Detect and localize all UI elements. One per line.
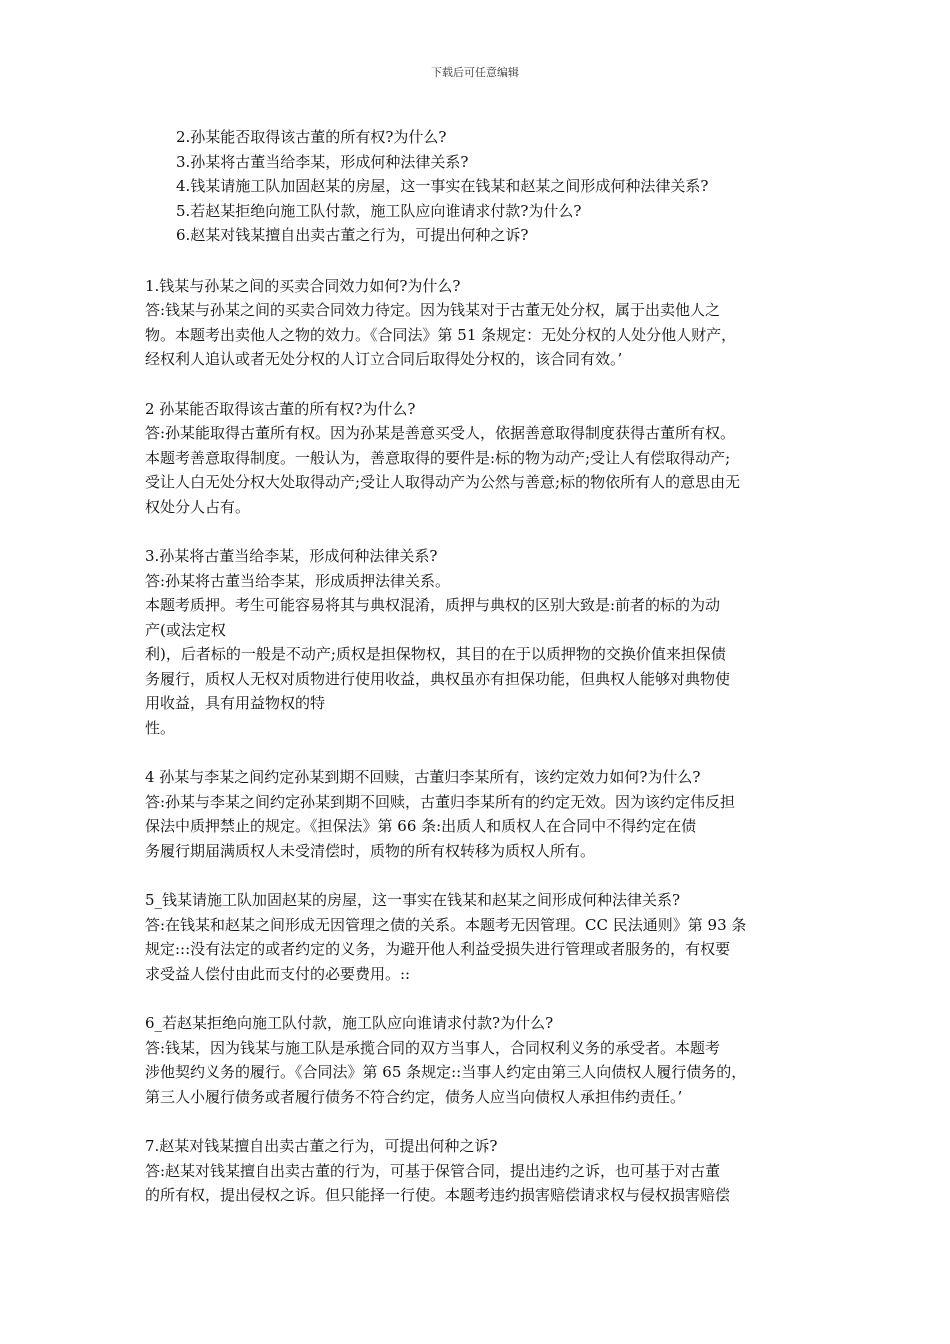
answer-block-4 bbox=[145, 765, 817, 863]
answer-line: 受让人白无处分权大处取得动产;受让人取得动产为公然与善意;标的物依所有人的意思由无 bbox=[145, 473, 741, 491]
answer-line: 涉他契约义务的履行。《合同法》第 65 条规定::当事人约定由第三人向债权人履行债务的， bbox=[145, 1063, 747, 1081]
page-header: 下载后可任意编辑 bbox=[431, 66, 519, 79]
answer-block-3 bbox=[145, 544, 817, 740]
answer-heading: 6_若赵某拒绝向施工队付款，施工队应向谁请求付款?为什么? bbox=[145, 1014, 554, 1032]
answer-line: 性。 bbox=[145, 718, 176, 737]
answer-line: 答:赵某对钱某擅自出卖古董的行为，可基于保管合同，提出违约之诉，也可基于对古董 bbox=[145, 1161, 721, 1180]
question-item: 5.若赵某拒绝向施工队付款，施工队应向谁请求付款?为什么? bbox=[176, 201, 582, 220]
answer-block-6 bbox=[145, 1011, 817, 1109]
answer-line: 答:钱某与孙某之间的买卖合同效力待定。因为钱某对于古董无处分权，属于出卖他人之 bbox=[145, 301, 721, 319]
answer-heading: 1.钱某与孙某之间的买卖合同效力如何?为什么? bbox=[145, 276, 461, 295]
answer-line: 经权利人追认或者无处分权的人订立合同后取得处分权的，该合同有效。’ bbox=[145, 350, 623, 368]
answer-line: 产(或法定权 bbox=[145, 620, 226, 639]
answer-line: 答:孙某将古董当给李某，形成质押法律关系。 bbox=[145, 571, 451, 590]
answer-line: 答:孙某与李某之间约定孙某到期不回赎，古董归李某所有的约定无效。因为该约定伟反担 bbox=[145, 792, 736, 811]
answer-heading: 5_钱某请施工队加固赵某的房屋，这一事实在钱某和赵某之间形成何种法律关系? bbox=[145, 891, 681, 909]
answer-line: 务履行，质权人无权对质物进行使用收益，典权虽亦有担保功能，但典权人能够对典物使 bbox=[145, 669, 731, 688]
answer-block-2 bbox=[145, 397, 817, 520]
answer-line: 答:钱某，因为钱某与施工队是承揽合同的双方当事人，合同权利义务的承受者。本题考 bbox=[145, 1038, 721, 1057]
document-body bbox=[145, 125, 817, 1233]
answer-block-1 bbox=[145, 274, 817, 372]
question-item: 3.孙某将古董当给李某，形成何种法律关系? bbox=[176, 152, 469, 171]
answer-line: 用收益，具有用益物权的特 bbox=[145, 694, 326, 712]
question-item: 6.赵某对钱某擅自出卖古董之行为，可提出何种之诉? bbox=[176, 226, 529, 244]
answer-line: 务履行期届满质权人未受清偿时，质物的所有权转移为质权人所有。 bbox=[145, 841, 596, 860]
answer-line: 物。本题考出卖他人之物的效力。《合同法》第 51 条规定：无处分权的人处分他人财产， bbox=[145, 325, 737, 344]
answer-line: 第三人小履行债务或者履行债务不符合约定，债务人应当向债权人承担伟约责任。’ bbox=[145, 1087, 683, 1106]
answer-line: 权处分人占有。 bbox=[145, 497, 251, 516]
answer-heading: 4 孙某与李某之间约定孙某到期不回赎，古董归李某所有，该约定效力如何?为什么? bbox=[145, 768, 701, 786]
answer-line: 答:孙某能取得古董所有权。因为孙某是善意买受人，依据善意取得制度获得古董所有权。 bbox=[145, 424, 736, 442]
answer-line: 的所有权，提出侵权之诉。但只能择一行使。本题考违约损害赔偿请求权与侵权损害赔偿 bbox=[145, 1186, 731, 1204]
answer-line: 保法中质押禁止的规定。《担保法》第 66 条:出质人和质权人在合同中不得约定在债 bbox=[145, 817, 697, 835]
answer-line: 本题考善意取得制度。一般认为，善意取得的要件是:标的物为动产;受让人有偿取得动产; bbox=[145, 448, 731, 467]
answer-heading: 2 孙某能否取得该古董的所有权?为什么? bbox=[145, 399, 416, 418]
answer-heading: 7.赵某对钱某擅自出卖古董之行为，可提出何种之诉? bbox=[145, 1137, 498, 1155]
question-list bbox=[145, 125, 817, 248]
answer-line: 利)，后者标的一般是不动产;质权是担保物权，其目的在于以质押物的交换价值来担保债 bbox=[145, 645, 726, 663]
answer-heading: 3.孙某将古董当给李某，形成何种法律关系? bbox=[145, 547, 438, 565]
answer-block-7 bbox=[145, 1134, 817, 1208]
answer-line: 答:在钱某和赵某之间形成无因管理之债的关系。本题考无因管理。CC 民法通则》第 93 条 bbox=[145, 915, 747, 934]
question-item: 4.钱某请施工队加固赵某的房屋，这一事实在钱某和赵某之间形成何种法律关系? bbox=[176, 177, 709, 195]
answer-line: 规定:::没有法定的或者约定的义务，为避开他人利益受损失进行管理或者服务的，有权要 bbox=[145, 940, 731, 958]
answer-block-5 bbox=[145, 888, 817, 986]
question-item: 2.孙某能否取得该古董的所有权?为什么? bbox=[176, 128, 447, 146]
answer-line: 求受益人偿付由此而支付的必要费用。:: bbox=[145, 964, 411, 983]
answer-line: 本题考质押。考生可能容易将其与典权混淆，质押与典权的区别大致是:前者的标的为动 bbox=[145, 596, 721, 614]
